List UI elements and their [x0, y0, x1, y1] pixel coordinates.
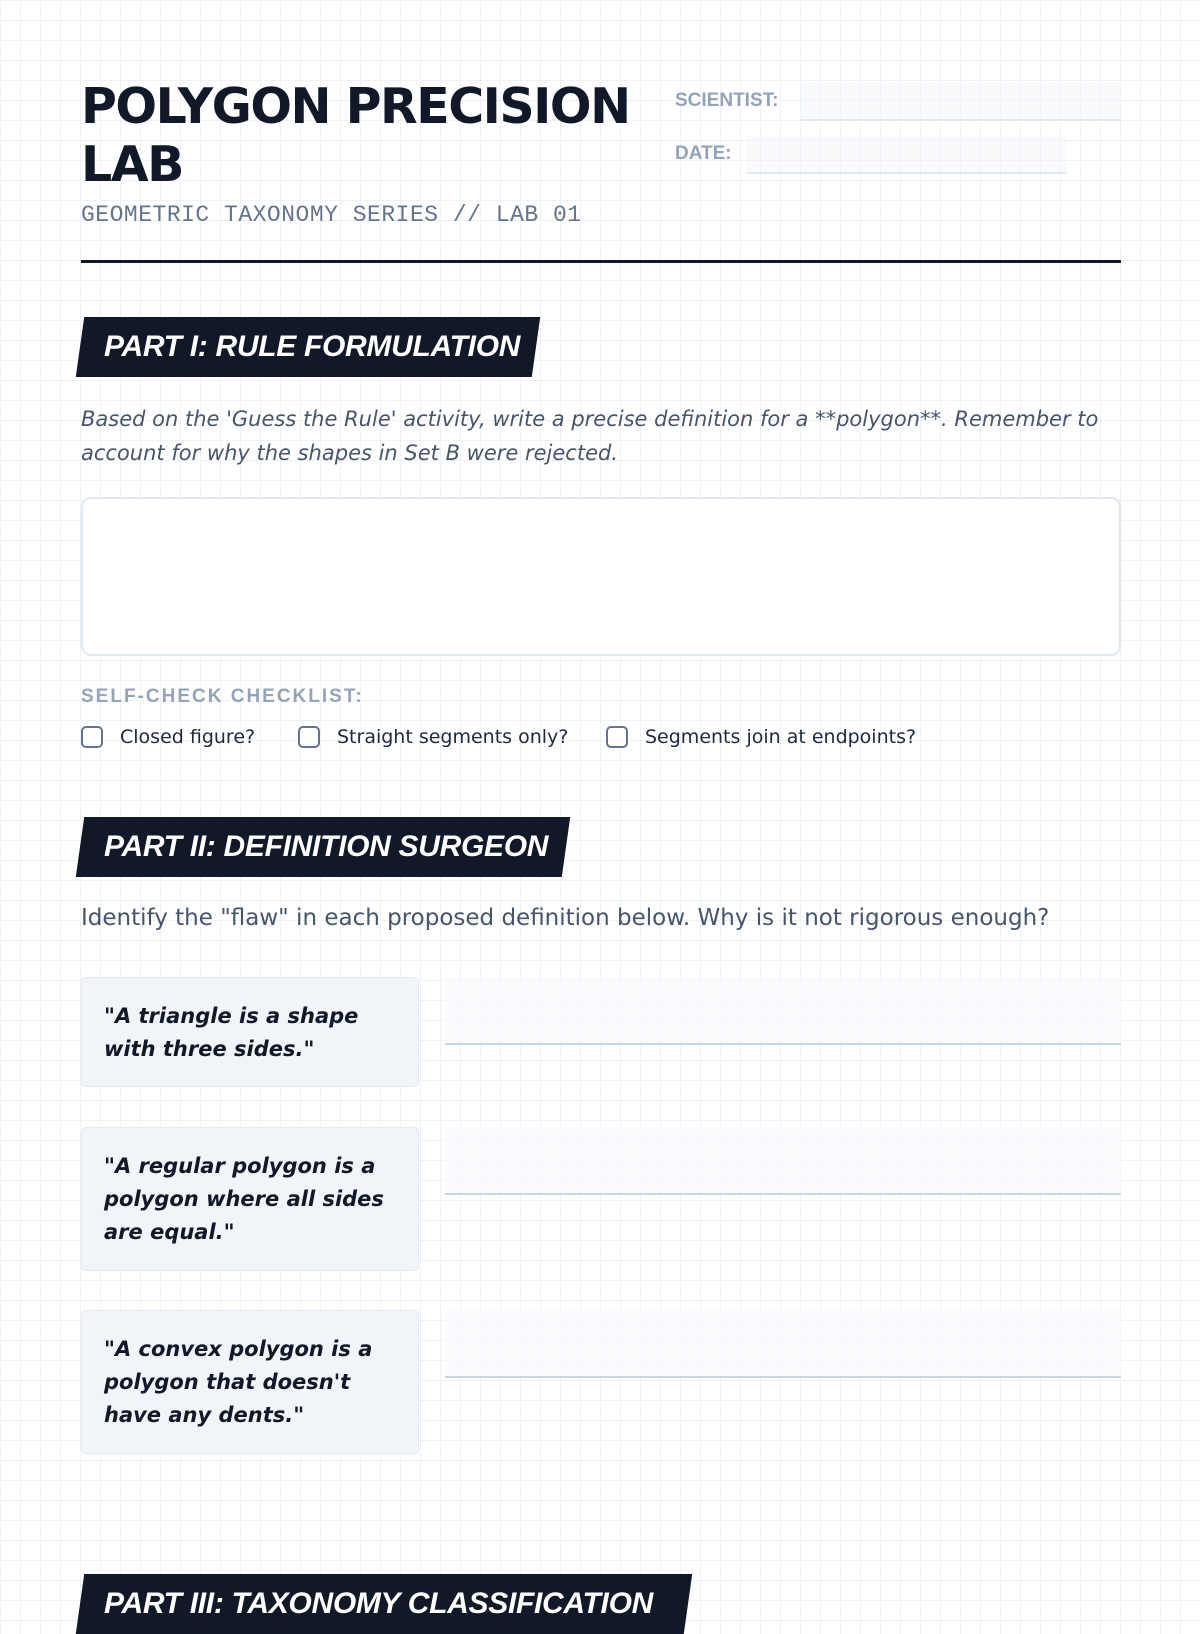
date-label: DATE:: [675, 143, 732, 164]
part2-heading-banner: [76, 817, 570, 877]
checkbox[interactable]: [606, 726, 628, 748]
checklist-label: Segments join at endpoints?: [645, 726, 917, 748]
definition-text: "A regular polygon is a polygon where all sides are equal.": [104, 1154, 384, 1244]
scientist-field[interactable]: [801, 83, 1121, 121]
scientist-label: SCIENTIST:: [675, 90, 779, 111]
checklist-item-straight-segments[interactable]: [298, 724, 568, 750]
part2-instruction: Identify the "flaw" in each proposed definition below. Why is it not rigorous enough?: [81, 905, 1050, 931]
part3-heading: PART III: TAXONOMY CLASSIFICATION: [104, 1587, 653, 1620]
definition-card: [81, 977, 419, 1087]
flaw-response-line[interactable]: [445, 977, 1121, 1045]
definition-card: [81, 1310, 419, 1454]
header-divider: [81, 260, 1121, 263]
page-subtitle: GEOMETRIC TAXONOMY SERIES // LAB 01: [81, 202, 582, 228]
checklist-label: Straight segments only?: [337, 726, 569, 748]
definition-card: [81, 1127, 419, 1271]
definition-text: "A convex polygon is a polygon that doesn't have any dents.": [104, 1337, 373, 1427]
checklist-item-segments-join[interactable]: [606, 724, 916, 750]
flaw-response-line[interactable]: [445, 1127, 1121, 1195]
definition-text: "A triangle is a shape with three sides.": [104, 1004, 359, 1061]
part1-heading-banner: [76, 317, 540, 377]
date-field[interactable]: [747, 136, 1067, 174]
checkbox[interactable]: [298, 726, 320, 748]
checklist-title: SELF-CHECK CHECKLIST:: [81, 686, 364, 707]
polygon-definition-answer-box[interactable]: [81, 497, 1121, 656]
checklist-label: Closed figure?: [120, 726, 256, 748]
flaw-response-line[interactable]: [445, 1310, 1121, 1378]
checkbox[interactable]: [81, 726, 103, 748]
checklist-item-closed-figure[interactable]: [81, 724, 255, 750]
part1-heading: PART I: RULE FORMULATION: [104, 330, 521, 363]
part1-instruction: Based on the 'Guess the Rule' activity, write a precise definition for a **polygon**. Remember to account for why the shapes in Set B were rejected.: [81, 407, 1099, 465]
part2-heading: PART II: DEFINITION SURGEON: [104, 830, 549, 863]
part3-heading-banner: [76, 1574, 692, 1634]
page-title: POLYGON PRECISION LAB: [81, 78, 630, 193]
